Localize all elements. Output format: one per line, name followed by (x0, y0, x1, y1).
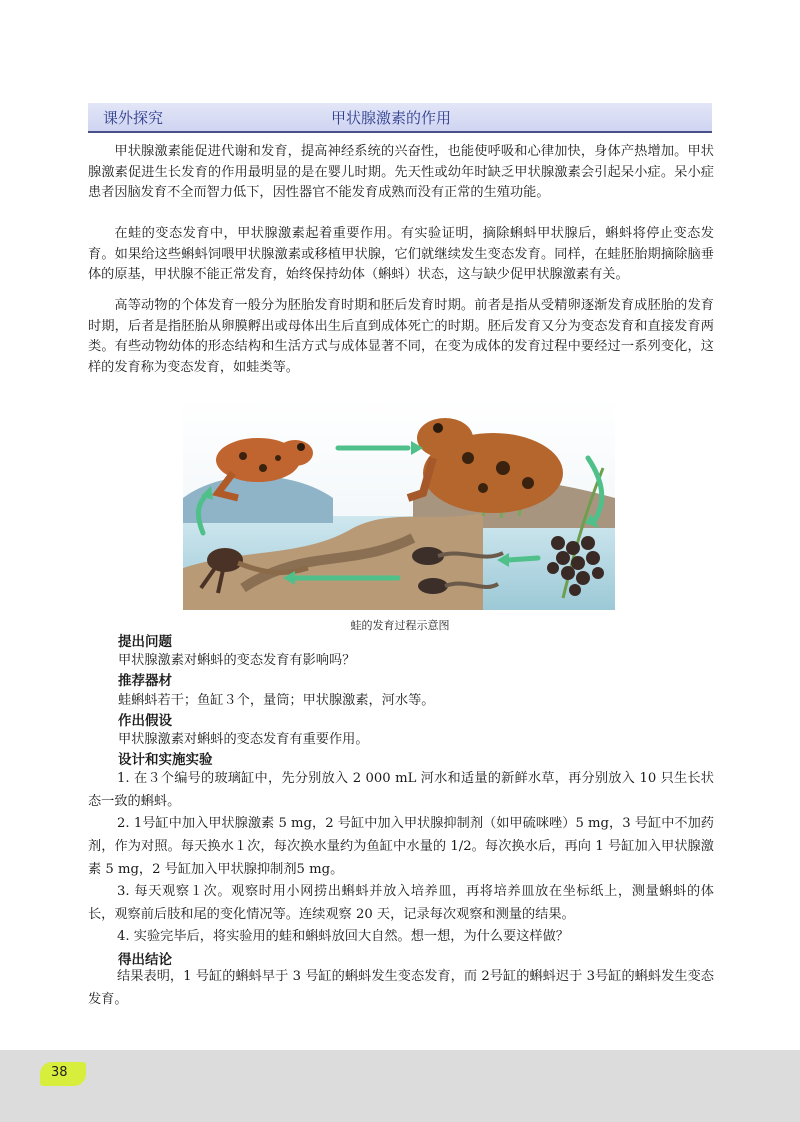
experiment-step-1: 1. 在３个编号的玻璃缸中，先分别放入 2 000 mL 河水和适量的新鲜水草，再分别放入 10 只生长状态一致的蝌蚪。 (88, 771, 714, 809)
materials-heading: 推荐器材 (118, 673, 172, 689)
question-heading: 提出问题 (118, 634, 172, 650)
footer-band (0, 1050, 800, 1122)
page-title: 甲状腺激素的作用 (331, 109, 452, 127)
page-number: 38 (51, 1065, 68, 1080)
conclusion-heading: 得出结论 (118, 952, 172, 968)
hypothesis-text: 甲状腺激素对蝌蚪的变态发育有重要作用。 (118, 732, 369, 747)
conclusion-text: 结果表明，1 号缸的蝌蚪早于 3 号缸的蝌蚪发生变态发育，而 2号缸的蝌蚪迟于 3号缸的蝌蚪发生变态发育。 (88, 969, 714, 1007)
experiment-step-2: 2. 1号缸中加入甲状腺激素 5 mg，2 号缸中加入甲状腺抑制剂（如甲硫咪唑）5 mg，3 号缸中不加药剂，作为对照。每天换水１次，每次换水量约为鱼缸中水量的 1/2。每次换水后，再向 1 号缸加入甲状腺激素 5 mg，2 号缸加入甲状腺抑制剂5 mg。 (88, 816, 714, 877)
header-rule (88, 131, 712, 133)
section-label: 课外探究 (103, 109, 164, 127)
question-text: 甲状腺激素对蝌蚪的变态发育有影响吗？ (118, 653, 356, 668)
materials-text: 蛙蝌蚪若干；鱼缸３个，量筒；甲状腺激素，河水等。 (118, 693, 435, 708)
experiment-step-4: 4. 实验完毕后，将实验用的蛙和蝌蚪放回大自然。想一想，为什么要这样做？ (117, 929, 569, 944)
intro-paragraph-1: 甲状腺激素能促进代谢和发育，提高神经系统的兴奋性，也能使呼吸和心律加快，身体产热增加。甲状腺激素促进生长发育的作用最明显的是在婴儿时期。先天性或幼年时缺乏甲状腺激素会引起呆小症。呆小症患者因脑发育不全而智力低下，因性器官不能发育成熟而没有正常的生殖功能。 (88, 144, 714, 200)
hypothesis-heading: 作出假设 (118, 713, 172, 729)
intro-paragraph-3: 高等动物的个体发育一般分为胚胎发育时期和胚后发育时期。前者是指从受精卵逐渐发育成胚胎的发育时期，后者是指胚胎从卵膜孵出或母体出生后直到成体死亡的时期。胚后发育又分为变态发育和直接发育两类。有些动物幼体的形态结构和生活方式与成体显著不同，在变为成体的发育过程中要经过一系列变化，这样的发育称为变态发育，如蛙类等。 (88, 298, 714, 375)
intro-paragraph-2: 在蛙的变态发育中，甲状腺激素起着重要作用。有实验证明，摘除蝌蚪甲状腺后，蝌蚪将停止变态发育。如果给这些蝌蚪饲喂甲状腺激素或移植甲状腺，它们就继续发生变态发育。同样，在蛙胚胎期摘除脑垂体的原基，甲状腺不能正常发育，始终保持幼体（蝌蚪）状态，这与缺少促甲状腺激素有关。 (88, 226, 714, 282)
experiment-step-3: 3. 每天观察１次。观察时用小网捞出蝌蚪并放入培养皿，再将培养皿放在坐标纸上，测量蝌蚪的体长，观察前后肢和尾的变化情况等。连续观察 20 天，记录每次观察和测量的结果。 (88, 884, 714, 922)
figure-caption: 蛙的发育过程示意图 (350, 619, 450, 632)
experiment-heading: 设计和实施实验 (118, 752, 213, 768)
frog-life-cycle-illustration (183, 398, 615, 610)
